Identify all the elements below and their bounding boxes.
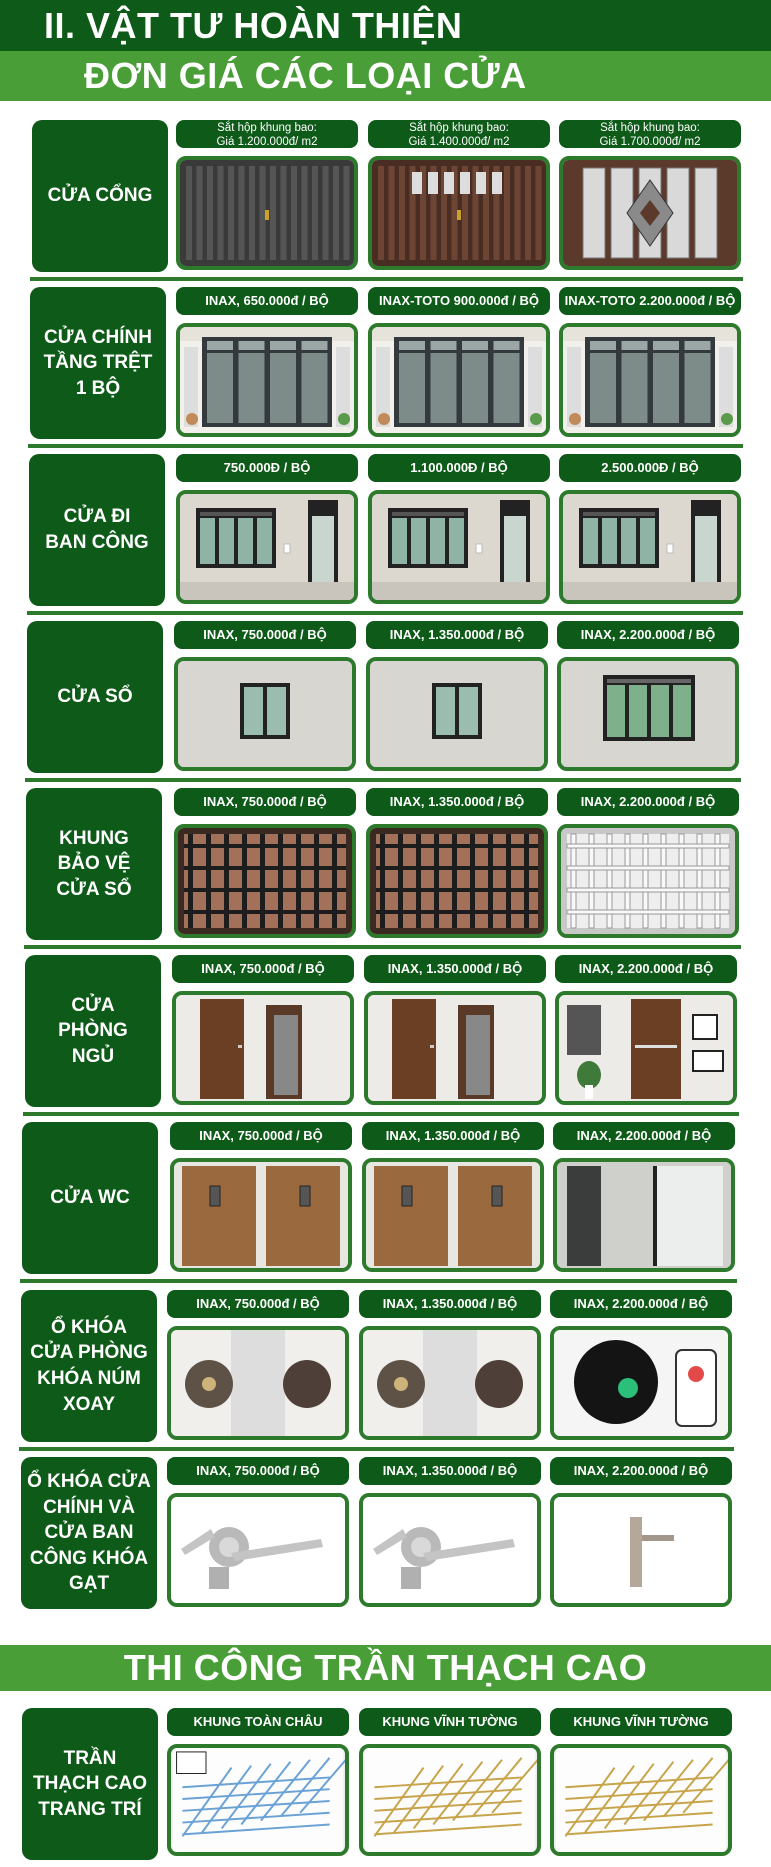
price-tag: 1.100.000Đ / BỘ xyxy=(368,454,550,482)
knob-photo xyxy=(167,1326,349,1440)
frame-tag: KHUNG VĨNH TƯỜNG xyxy=(359,1708,541,1736)
row-divider xyxy=(20,1279,737,1283)
price-option-card xyxy=(172,955,355,1107)
row-divider xyxy=(23,1112,739,1116)
balcony-photo xyxy=(559,490,741,604)
price-option-card xyxy=(555,955,738,1107)
price-tag: Sắt hộp khung bao: Giá 1.700.000đ/ m2 xyxy=(559,120,741,148)
price-tag: INAX, 750.000đ / BỘ xyxy=(167,1290,349,1318)
row-label-text: CỬA CHÍNH TẦNG TRỆT 1 BỘ xyxy=(43,326,153,399)
wc-photo xyxy=(553,1158,735,1272)
price-tag: INAX, 1.350.000đ / BỘ xyxy=(364,955,546,983)
row-divider xyxy=(27,611,743,615)
section-subtitle: ĐƠN GIÁ CÁC LOẠI CỬA xyxy=(0,51,771,101)
guard-photo xyxy=(174,824,356,938)
price-tag: INAX, 1.350.000đ / BỘ xyxy=(359,1290,541,1318)
price-option-card xyxy=(364,955,547,1107)
gate-photo xyxy=(368,156,550,270)
price-tag: INAX-TOTO 900.000đ / BỘ xyxy=(368,287,550,315)
row-label-text: CỬA SỔ xyxy=(57,686,133,708)
mainDoor-photo xyxy=(176,323,358,437)
price-tag: INAX, 1.350.000đ / BỘ xyxy=(359,1457,541,1485)
bedroom-photo xyxy=(364,991,546,1105)
gate-photo xyxy=(559,156,741,270)
price-tag: INAX, 2.200.000đ / BỘ xyxy=(555,955,737,983)
row-label xyxy=(22,1122,158,1274)
price-tag: INAX, 2.200.000đ / BỘ xyxy=(550,1457,732,1485)
knob-photo xyxy=(550,1326,732,1440)
row-label xyxy=(30,287,166,439)
gate-photo xyxy=(176,156,358,270)
price-option-card xyxy=(359,1457,542,1609)
row-divider xyxy=(19,1447,734,1451)
row-divider xyxy=(30,277,743,281)
row-label xyxy=(21,1290,157,1442)
door-price-row xyxy=(0,1122,771,1282)
row-label-text: CỬA WC xyxy=(50,1187,130,1209)
door-price-row xyxy=(0,454,771,614)
price-option-card xyxy=(170,1122,353,1274)
row-label-text: Ổ KHÓA CỬA PHÒNG KHÓA NÚM XOAY xyxy=(30,1316,148,1415)
balcony-photo xyxy=(368,490,550,604)
price-tag: Sắt hộp khung bao: Giá 1.400.000đ/ m2 xyxy=(368,120,550,148)
guard-photo xyxy=(557,824,739,938)
frame-tag: KHUNG TOÀN CHÂU xyxy=(167,1708,349,1736)
price-tag: INAX, 650.000đ / BỘ xyxy=(176,287,358,315)
price-option-card xyxy=(368,454,551,606)
price-tag: INAX, 750.000đ / BỘ xyxy=(174,788,356,816)
row-label xyxy=(21,1457,157,1609)
lever-photo xyxy=(167,1493,349,1607)
price-option-card xyxy=(176,454,359,606)
price-option-card xyxy=(176,287,359,439)
price-option-card xyxy=(176,120,359,272)
ceiling-frame-diagram xyxy=(359,1744,541,1856)
wc-photo xyxy=(170,1158,352,1272)
row-label-text: CỬA CỔNG xyxy=(47,185,153,207)
price-tag: 2.500.000Đ / BỘ xyxy=(559,454,741,482)
price-tag: INAX, 1.350.000đ / BỘ xyxy=(366,788,548,816)
mainDoor-photo xyxy=(559,323,741,437)
row-label-text: CỬA PHÒNG NGỦ xyxy=(58,994,128,1067)
price-tag: INAX, 2.200.000đ / BỘ xyxy=(550,1290,732,1318)
price-tag: INAX, 750.000đ / BỘ xyxy=(170,1122,352,1150)
price-option-card xyxy=(368,120,551,272)
row-label-text: KHUNG BẢO VỆ CỬA SỔ xyxy=(56,827,132,900)
door-price-row xyxy=(0,621,771,781)
price-tag: INAX, 2.200.000đ / BỘ xyxy=(557,621,739,649)
price-tag: INAX, 2.200.000đ / BỘ xyxy=(553,1122,735,1150)
row-label-text: Ổ KHÓA CỬA CHÍNH VÀ CỬA BAN CÔNG KHÓA GẠT xyxy=(27,1470,151,1595)
price-option-card xyxy=(557,788,740,940)
price-option-card xyxy=(359,1290,542,1442)
price-option-card xyxy=(559,287,742,439)
bedroom-photo xyxy=(555,991,737,1105)
price-option-card xyxy=(362,1122,545,1274)
row-label xyxy=(29,454,165,606)
door-price-row xyxy=(0,955,771,1115)
lever-photo xyxy=(550,1493,732,1607)
row-label xyxy=(22,1708,158,1860)
door-price-row xyxy=(0,120,771,280)
door-price-row xyxy=(0,287,771,447)
price-tag: INAX, 2.200.000đ / BỘ xyxy=(557,788,739,816)
price-option-card xyxy=(366,788,549,940)
price-option-card xyxy=(559,454,742,606)
door-price-row xyxy=(0,1290,771,1450)
bedroom-photo xyxy=(172,991,354,1105)
section-title: II. VẬT TƯ HOÀN THIỆN xyxy=(0,0,771,51)
door-price-row xyxy=(0,1457,771,1617)
row-label xyxy=(26,788,162,940)
ceiling-frame-diagram xyxy=(550,1744,732,1856)
price-option-card xyxy=(559,120,742,272)
knob-photo xyxy=(359,1326,541,1440)
window-photo xyxy=(174,657,356,771)
lever-photo xyxy=(359,1493,541,1607)
price-option-card xyxy=(359,1708,542,1860)
price-option-card xyxy=(553,1122,736,1274)
price-option-card xyxy=(174,621,357,773)
price-option-card xyxy=(167,1290,350,1442)
row-label xyxy=(32,120,168,272)
door-price-row xyxy=(0,788,771,948)
wc-photo xyxy=(362,1158,544,1272)
guard-photo xyxy=(366,824,548,938)
price-option-card xyxy=(550,1708,733,1860)
price-option-card xyxy=(550,1290,733,1442)
price-option-card xyxy=(550,1457,733,1609)
price-tag: 750.000Đ / BỘ xyxy=(176,454,358,482)
row-divider xyxy=(28,444,743,448)
ceiling-price-row xyxy=(0,1708,771,1867)
price-tag: INAX-TOTO 2.200.000đ / BỘ xyxy=(559,287,741,315)
row-divider xyxy=(24,945,741,949)
window-photo xyxy=(557,657,739,771)
price-tag: INAX, 750.000đ / BỘ xyxy=(167,1457,349,1485)
price-tag: INAX, 750.000đ / BỘ xyxy=(174,621,356,649)
price-option-card xyxy=(167,1708,350,1860)
price-tag: Sắt hộp khung bao: Giá 1.200.000đ/ m2 xyxy=(176,120,358,148)
ceiling-frame-diagram xyxy=(167,1744,349,1856)
price-option-card xyxy=(366,621,549,773)
row-label xyxy=(27,621,163,773)
balcony-photo xyxy=(176,490,358,604)
price-option-card xyxy=(174,788,357,940)
price-tag: INAX, 1.350.000đ / BỘ xyxy=(366,621,548,649)
price-tag: INAX, 750.000đ / BỘ xyxy=(172,955,354,983)
row-label-text: TRẦN THẠCH CAO TRANG TRÍ xyxy=(33,1747,147,1820)
row-divider xyxy=(25,778,741,782)
mainDoor-photo xyxy=(368,323,550,437)
price-option-card xyxy=(368,287,551,439)
window-photo xyxy=(366,657,548,771)
frame-tag: KHUNG VĨNH TƯỜNG xyxy=(550,1708,732,1736)
price-tag: INAX, 1.350.000đ / BỘ xyxy=(362,1122,544,1150)
price-option-card xyxy=(557,621,740,773)
price-option-card xyxy=(167,1457,350,1609)
row-label xyxy=(25,955,161,1107)
ceiling-title: THI CÔNG TRẦN THẠCH CAO xyxy=(0,1645,771,1691)
row-label-text: CỬA ĐI BAN CÔNG xyxy=(45,506,149,553)
